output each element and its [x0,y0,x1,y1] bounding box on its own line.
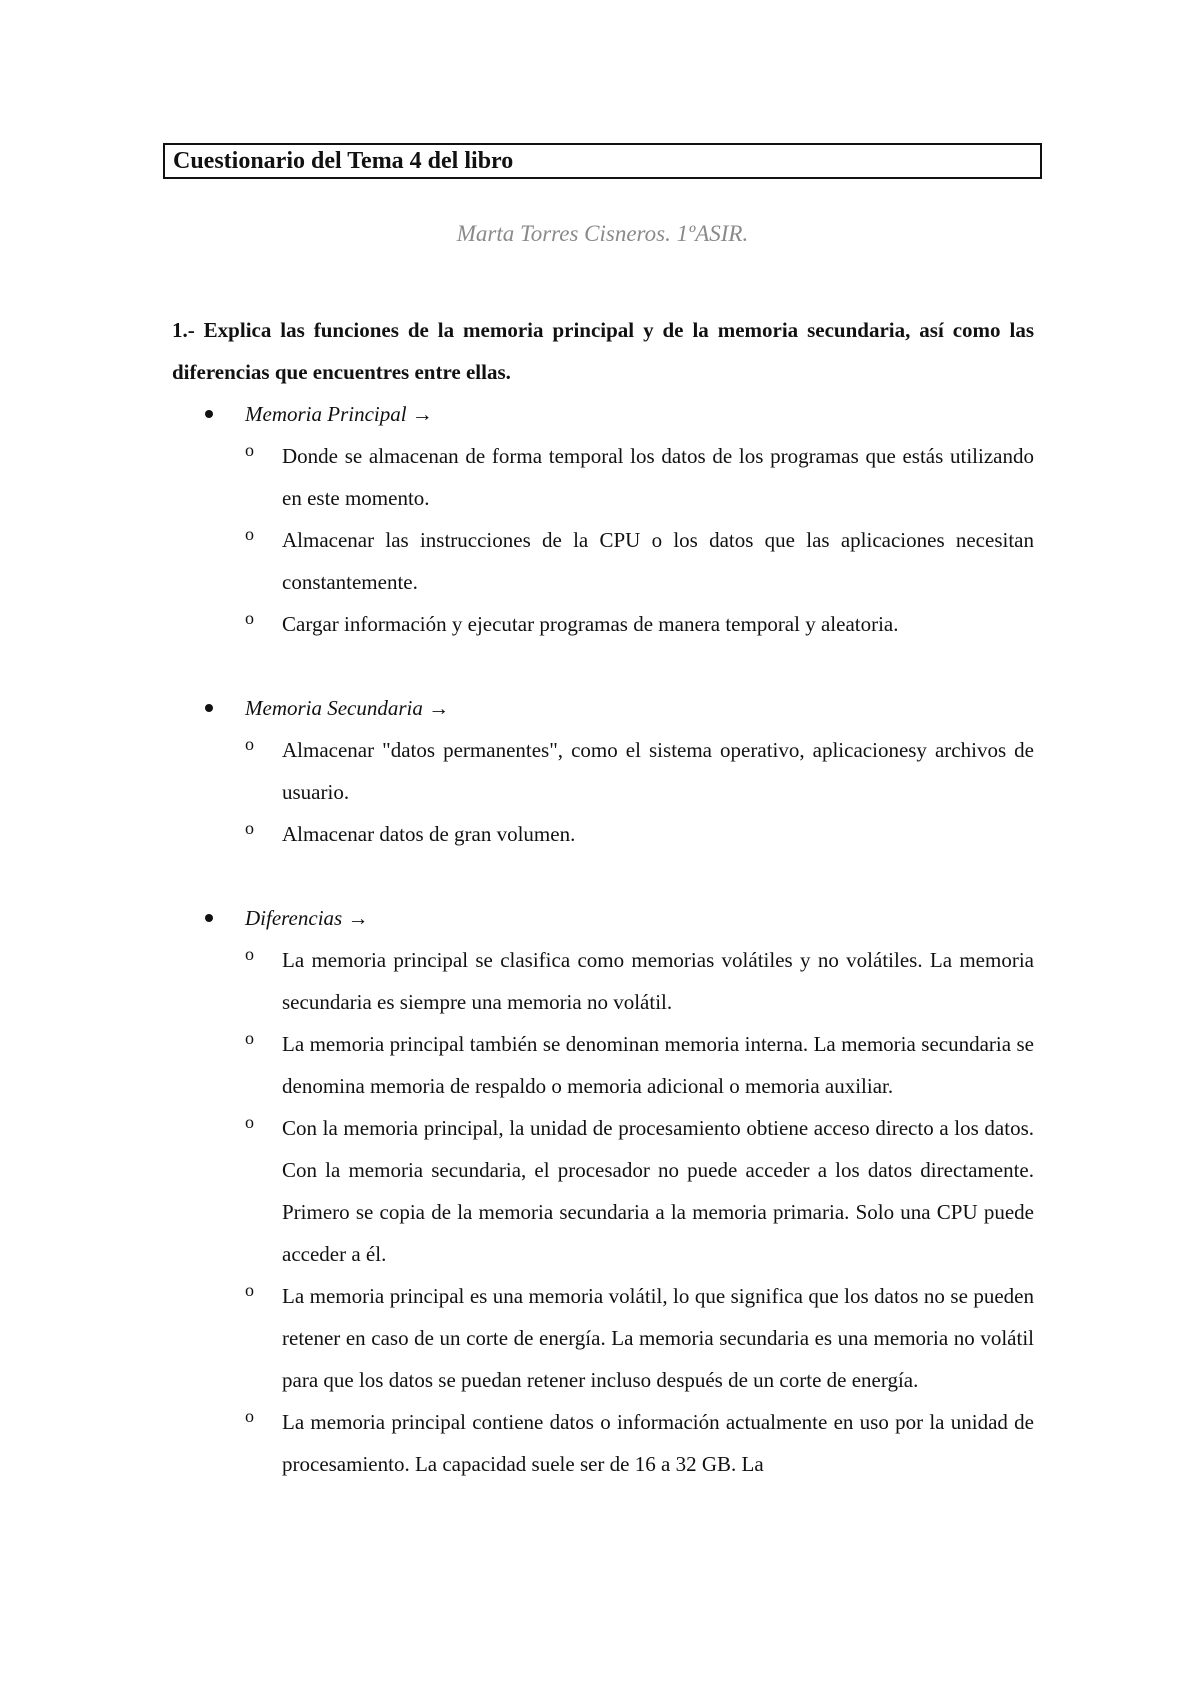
list-item-text: La memoria principal también se denominan memoria interna. La memoria secundaria se denomina memoria de respaldo o memoria adicional o memoria auxiliar. [282,1032,1034,1098]
list-item [245,729,1034,813]
list-item-text: Con la memoria principal, la unidad de procesamiento obtiene acceso directo a los datos. Con la memoria secundaria, el procesador no puede acceder a los datos directamente. Primero se copia de la memoria secundaria a la memoria primaria. Solo una CPU puede acceder a él. [282,1116,1034,1266]
list-item [245,435,1034,519]
section-item [172,393,1034,645]
sub-list [245,939,1034,1485]
bullet-dot-icon [205,410,213,418]
document-title: Cuestionario del Tema 4 del libro [163,143,1042,179]
list-item-text: La memoria principal se clasifica como memorias volátiles y no volátiles. La memoria secundaria es siempre una memoria no volátil. [282,948,1034,1014]
bullet-circle-icon: o [245,734,254,754]
list-item [245,1275,1034,1401]
bullet-circle-icon: o [245,524,254,544]
section-heading: Diferencias → [245,906,369,930]
list-item-text: Almacenar las instrucciones de la CPU o los datos que las aplicaciones necesitan constantemente. [282,528,1034,594]
sub-list [245,729,1034,855]
bullet-circle-icon: o [245,1406,254,1426]
section-list [172,393,1034,1485]
list-item [245,1401,1034,1485]
list-item-text: La memoria principal contiene datos o información actualmente en uso por la unidad de procesamiento. La capacidad suele ser de 16 a 32 GB. La [282,1410,1034,1476]
list-item-text: La memoria principal es una memoria volátil, lo que significa que los datos no se pueden retener en caso de un corte de energía. La memoria secundaria es una memoria no volátil para que los datos se puedan retener incluso después de un corte de energía. [282,1284,1034,1392]
bullet-circle-icon: o [245,944,254,964]
bullet-circle-icon: o [245,440,254,460]
bullet-circle-icon: o [245,1280,254,1300]
bullet-dot-icon [205,914,213,922]
list-item [245,519,1034,603]
question-text: 1.- Explica las funciones de la memoria principal y de la memoria secundaria, así como las diferencias que encuentres entre ellas. [172,318,1034,384]
author-line: Marta Torres Cisneros. 1ºASIR. [456,221,749,246]
list-item-text: Almacenar "datos permanentes", como el sistema operativo, aplicacionesy archivos de usuario. [282,738,1034,804]
list-item [245,813,1034,855]
list-item [245,939,1034,1023]
list-item [245,1023,1034,1107]
section-item [172,687,1034,855]
list-item-text: Cargar información y ejecutar programas de manera temporal y aleatoria. [282,612,899,636]
bullet-circle-icon: o [245,818,254,838]
bullet-dot-icon [205,704,213,712]
list-item [245,1107,1034,1275]
section-item [172,897,1034,1485]
document-body [172,309,1034,1485]
list-item-text: Almacenar datos de gran volumen. [282,822,576,846]
bullet-circle-icon: o [245,608,254,628]
section-heading: Memoria Principal → [245,402,433,426]
list-item-text: Donde se almacenan de forma temporal los datos de los programas que estás utilizando en este momento. [282,444,1034,510]
section-heading: Memoria Secundaria → [245,696,450,720]
list-item [245,603,1034,645]
sub-list [245,435,1034,645]
bullet-circle-icon: o [245,1112,254,1132]
bullet-circle-icon: o [245,1028,254,1048]
